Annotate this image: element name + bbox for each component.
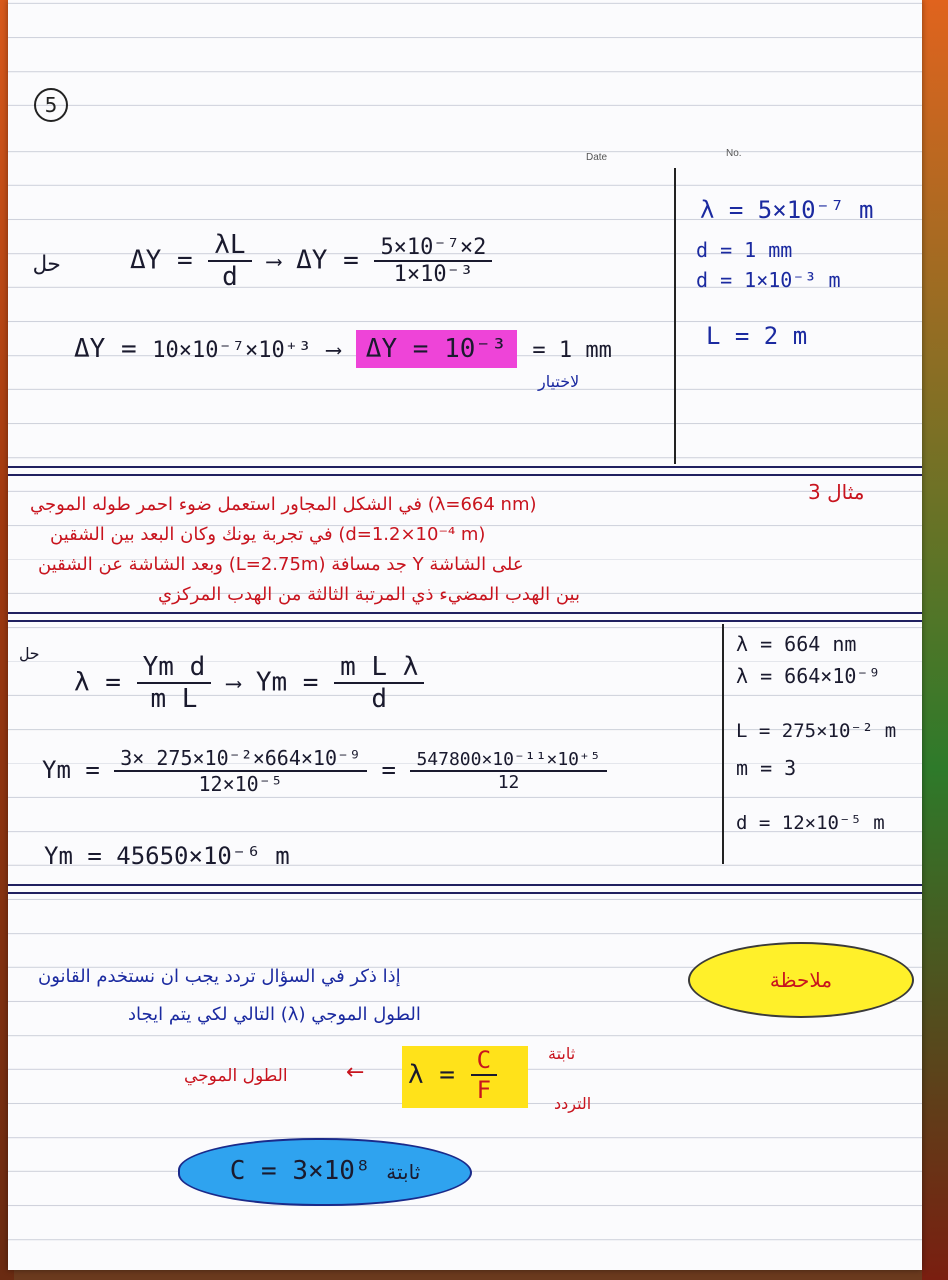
rule-1b	[8, 474, 922, 476]
divider-section3	[722, 624, 724, 864]
eq1-row	[130, 230, 492, 292]
eq3-rhs-fraction	[334, 652, 424, 714]
eq3-lhs: λ =	[74, 667, 121, 698]
note-line-2: التالي لكي يتم ايجاد (λ) الطول الموجي	[128, 1004, 421, 1025]
formula-highlight	[402, 1046, 528, 1108]
eq1-den: d	[222, 262, 238, 292]
given1-2: d = 1×10⁻³ m	[696, 268, 841, 292]
constant-label: ثابتة	[386, 1160, 421, 1184]
constant-value: C = 3×10⁸	[229, 1156, 371, 1186]
eq3-num: Ym d	[137, 652, 212, 684]
eq1-num: λL	[208, 230, 251, 262]
note-bubble	[688, 942, 914, 1018]
eq2-note: لاختيار	[538, 372, 580, 391]
header-no: No.	[726, 148, 742, 159]
eq1-rhs-fraction	[374, 235, 492, 287]
eq2-result-highlight: ΔY = 10⁻³	[356, 330, 517, 368]
eq3-rhs-den: d	[371, 684, 388, 714]
given1-0: λ = 5×10⁻⁷ m	[700, 196, 874, 224]
eq4-num: 3× 275×10⁻²×664×10⁻⁹	[114, 746, 367, 772]
eq3-rhs-num: m L λ	[334, 652, 424, 684]
given3-0: λ = 664 nm	[736, 632, 857, 656]
eq3-row	[74, 652, 424, 714]
note-line-1: إذا ذكر في السؤال تردد يجب ان نستخدم القانون	[38, 966, 401, 987]
rule-3b	[8, 892, 922, 894]
divider-section1	[674, 168, 676, 464]
solution-label-3: حل	[20, 644, 40, 663]
example-line-3: بين الهدب المضيء ذي المرتبة الثالثة من الهدب المركزي	[158, 584, 580, 605]
formula-label-f: التردد	[554, 1094, 592, 1113]
given3-4: d = 12×10⁻⁵ m	[736, 812, 885, 834]
formula-lhs: λ =	[408, 1059, 455, 1090]
eq2-tail: = 1 mm	[532, 338, 612, 363]
eq1-rhs-lhs: ΔY =	[296, 245, 359, 276]
eq2-expr: 10×10⁻⁷×10⁺³	[152, 338, 312, 363]
eq4-rhs-den: 12	[497, 772, 520, 793]
given1-3: L = 2 m	[706, 322, 808, 350]
eq3-rhs-lhs: Ym =	[255, 667, 319, 698]
eq5: Ym = 45650×10⁻⁶ m	[44, 842, 290, 870]
example-line-2: وبعد الشاشة عن الشقين (L=2.75m) جد مسافة Y على الشاشة	[38, 554, 524, 575]
eq3-fraction	[137, 652, 212, 714]
given3-3: m = 3	[736, 756, 797, 780]
arrow-icon: ⟶	[267, 249, 281, 275]
example-line-1: في تجربة يونك وكان البعد بين الشقين (d=1.2×10⁻⁴ m)	[50, 524, 486, 545]
rule-1a	[8, 466, 922, 468]
note-label: ملاحظة	[769, 968, 833, 992]
eq2-row	[74, 334, 612, 364]
eq2-lhs: ΔY =	[74, 334, 137, 364]
formula-num: C	[471, 1046, 497, 1076]
eq4-rhs-fraction	[410, 749, 606, 793]
eq4-eq: =	[381, 756, 396, 784]
given1-1: d = 1 mm	[696, 238, 793, 262]
formula-den: F	[476, 1076, 492, 1104]
rule-2b	[8, 620, 922, 622]
page-number: 5	[34, 88, 68, 122]
arrow-icon: ⟶	[226, 671, 241, 697]
formula-label-c: ثابتة	[548, 1044, 576, 1063]
solution-label-1: حل	[34, 252, 61, 277]
rule-2a	[8, 612, 922, 614]
eq4-row	[42, 746, 607, 796]
eq4-fraction	[114, 746, 367, 796]
eq4-lhs: Ym =	[42, 756, 100, 784]
eq1-fraction	[208, 230, 251, 292]
arrow-left-icon: ←	[346, 1060, 365, 1085]
eq4-rhs-num: 547800×10⁻¹¹×10⁺⁵	[410, 749, 606, 772]
example-title: مثال 3	[808, 480, 865, 504]
header-date: Date	[586, 152, 608, 163]
notebook-page	[8, 0, 922, 1270]
eq1-lhs: ΔY =	[130, 245, 193, 276]
eq1-rhs-num: 5×10⁻⁷×2	[374, 235, 492, 262]
eq4-den: 12×10⁻⁵	[198, 772, 283, 796]
rule-3a	[8, 884, 922, 886]
example-line-0: في الشكل المجاور استعمل ضوء احمر طوله الموجي (λ=664 nm)	[30, 494, 537, 515]
given3-1: λ = 664×10⁻⁹	[736, 664, 881, 688]
formula-fraction	[471, 1046, 497, 1104]
eq3-den: m L	[150, 684, 198, 714]
background-edge-right	[922, 0, 948, 1280]
eq1-rhs-den: 1×10⁻³	[393, 262, 474, 287]
arrow-icon: ⟶	[326, 338, 341, 363]
constant-bubble	[178, 1138, 472, 1206]
formula-label-left: الطول الموجي	[184, 1066, 288, 1086]
given3-2: L = 275×10⁻² m	[736, 720, 897, 742]
